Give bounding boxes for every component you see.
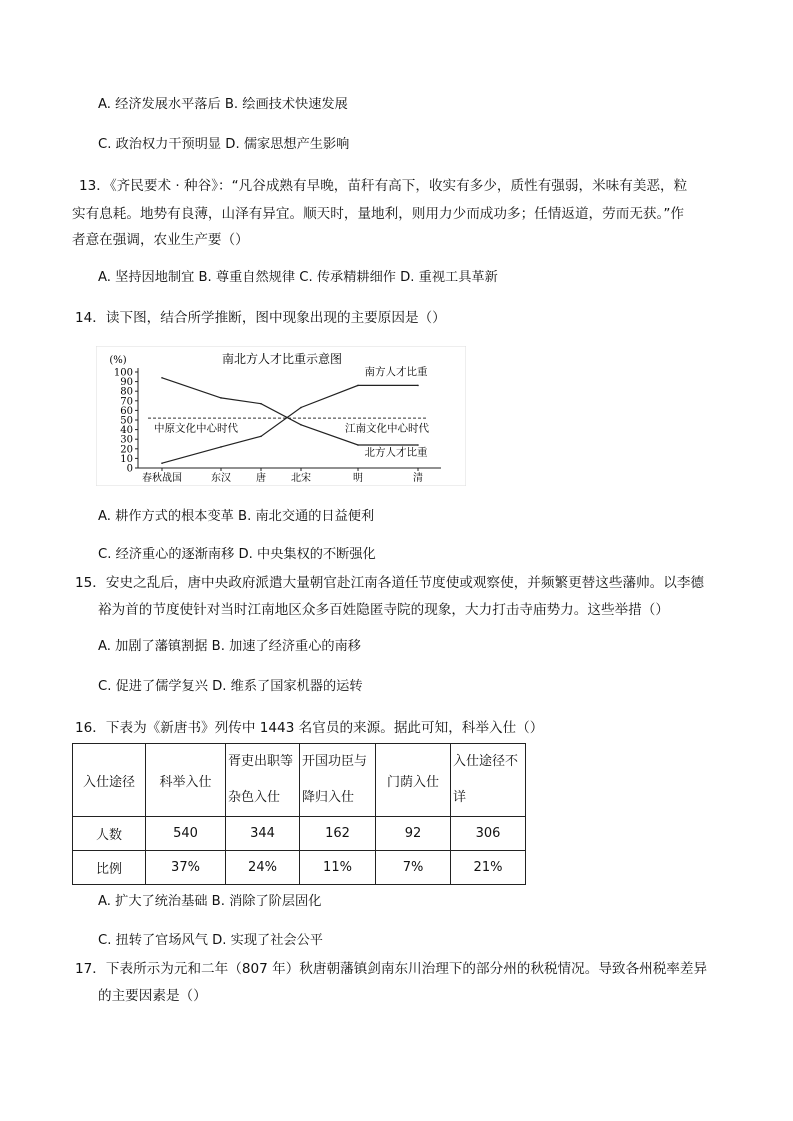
q13-stem-line1: 13．《齐民要术 · 种谷》：“凡谷成熟有早晚，苗秆有高下，收实有多少，质性有强弱，米味有美恶，粒 bbox=[79, 178, 688, 194]
table-row bbox=[73, 817, 526, 851]
data-point bbox=[161, 377, 163, 379]
data-point bbox=[220, 397, 222, 399]
q13-options: A. 坚持因地制宜 B. 尊重自然规律 C. 传承精耕细作 D. 重视工具革新 bbox=[98, 270, 498, 285]
table-header-text: 胥吏出职等 bbox=[228, 754, 294, 769]
q17-stem-line2: 的主要因素是（） bbox=[98, 988, 207, 1004]
table-header-row bbox=[73, 744, 526, 817]
x-tick-label: 唐 bbox=[256, 473, 266, 484]
y-tick-label: 50 bbox=[120, 415, 133, 427]
table-cell: 162 bbox=[300, 817, 376, 851]
y-tick-label: 30 bbox=[120, 434, 133, 446]
q14-stem: 14．读下图，结合所学推断，图中现象出现的主要原因是（） bbox=[75, 310, 446, 326]
table-cell: 24% bbox=[226, 851, 300, 885]
y-tick-label: 60 bbox=[120, 405, 133, 417]
table-cell: 37% bbox=[146, 851, 226, 885]
table-cell: 92 bbox=[376, 817, 451, 851]
table-cell: 人数 bbox=[73, 817, 146, 851]
x-tick-label: 北宋 bbox=[291, 473, 311, 484]
y-tick-label: 40 bbox=[120, 425, 133, 437]
x-tick-label: 春秋战国 bbox=[142, 473, 182, 484]
table-cell: 11% bbox=[300, 851, 376, 885]
data-point bbox=[161, 462, 163, 464]
q14-options-row1: A. 耕作方式的根本变革 B. 南北交通的日益便利 bbox=[98, 509, 375, 524]
data-point bbox=[260, 436, 262, 438]
y-tick-label: 80 bbox=[120, 386, 133, 398]
table-header-text: 详 bbox=[453, 790, 467, 805]
data-point bbox=[300, 407, 302, 409]
y-tick-label: 20 bbox=[120, 444, 133, 456]
table-header-text: 开国功臣与 bbox=[302, 754, 368, 769]
table-header-text: 杂色入仕 bbox=[228, 790, 281, 805]
table-header-cell: 科举入仕 bbox=[146, 744, 226, 817]
q15-stem-line1: 15．安史之乱后，唐中央政府派遣大量朝官赴江南各道任节度使或观察使，并频繁更替这些藩帅。以李德 bbox=[75, 575, 705, 591]
q13-stem-line2: 实有息耗。地势有良薄，山泽有异宜。顺天时，量地利，则用力少而成功多；任情返道，劳而无获。”作 bbox=[72, 206, 684, 222]
y-tick-label: 70 bbox=[120, 396, 133, 408]
series-label: 北方人才比重 bbox=[364, 446, 428, 459]
table-cell: 21% bbox=[451, 851, 526, 885]
q17-stem-line1: 17．下表所示为元和二年（807 年）秋唐朝藩镇剑南东川治理下的部分州的秋税情况。导致各州税率差异 bbox=[75, 961, 708, 977]
table-cell: 7% bbox=[376, 851, 451, 885]
table-header-cell bbox=[226, 744, 300, 817]
table-header-text: 入仕途径不 bbox=[453, 754, 519, 769]
q16-options-row2: C. 扭转了官场风气 D. 实现了社会公平 bbox=[98, 933, 323, 948]
q16-stem: 16．下表为《新唐书》列传中 1443 名官员的来源。据此可知，科举入仕（） bbox=[75, 720, 544, 736]
q15-options-row2: C. 促进了儒学复兴 D. 维系了国家机器的运转 bbox=[98, 679, 363, 694]
y-tick-label: 100 bbox=[113, 367, 133, 379]
series-label: 南方人才比重 bbox=[364, 365, 428, 378]
q12-options-row2: C. 政治权力干预明显 D. 儒家思想产生影响 bbox=[98, 137, 350, 152]
data-point bbox=[220, 446, 222, 448]
x-tick-label: 东汉 bbox=[211, 473, 231, 484]
q12-options-row1: A. 经济发展水平落后 B. 绘画技术快速发展 bbox=[98, 97, 348, 112]
data-point bbox=[357, 385, 359, 387]
q16-options-row1: A. 扩大了统治基础 B. 消除了阶层固化 bbox=[98, 894, 322, 909]
table-cell: 比例 bbox=[73, 851, 146, 885]
y-tick-label: 10 bbox=[120, 453, 133, 465]
y-tick-label: 90 bbox=[120, 377, 133, 389]
x-tick-label: 清 bbox=[413, 473, 423, 484]
table-header-cell: 入仕途径 bbox=[73, 744, 146, 817]
table-cell: 540 bbox=[146, 817, 226, 851]
table-cell: 306 bbox=[451, 817, 526, 851]
data-point bbox=[357, 444, 359, 446]
chart-y-label: (%) bbox=[109, 355, 127, 366]
q14-options-row2: C. 经济重心的逐渐南移 D. 中央集权的不断强化 bbox=[98, 547, 376, 562]
table-header-cell: 门荫入仕 bbox=[376, 744, 451, 817]
official-source-table bbox=[72, 743, 526, 885]
table-row bbox=[73, 851, 526, 885]
talent-ratio-chart bbox=[96, 346, 466, 486]
q13-stem-line3: 者意在强调，农业生产要（） bbox=[72, 232, 249, 248]
data-point bbox=[417, 385, 419, 387]
data-point bbox=[300, 424, 302, 426]
data-point bbox=[260, 403, 262, 405]
x-tick-label: 明 bbox=[353, 473, 363, 484]
q15-stem-line2: 裕为首的节度使针对当时江南地区众多百姓隐匿寺院的现象，大力打击寺庙势力。这些举措（） bbox=[98, 602, 669, 618]
chart-title: 南北方人才比重示意图 bbox=[221, 352, 343, 366]
annotation-label: 中原文化中心时代 bbox=[154, 422, 238, 435]
table-header-cell bbox=[300, 744, 376, 817]
table-cell: 344 bbox=[226, 817, 300, 851]
y-tick-label: 0 bbox=[126, 463, 133, 475]
table-header-cell bbox=[451, 744, 526, 817]
annotation-label: 江南文化中心时代 bbox=[345, 422, 429, 435]
table-header-text: 降归入仕 bbox=[302, 790, 355, 805]
chart-svg bbox=[96, 346, 466, 486]
q15-options-row1: A. 加剧了藩镇割据 B. 加速了经济重心的南移 bbox=[98, 639, 361, 654]
